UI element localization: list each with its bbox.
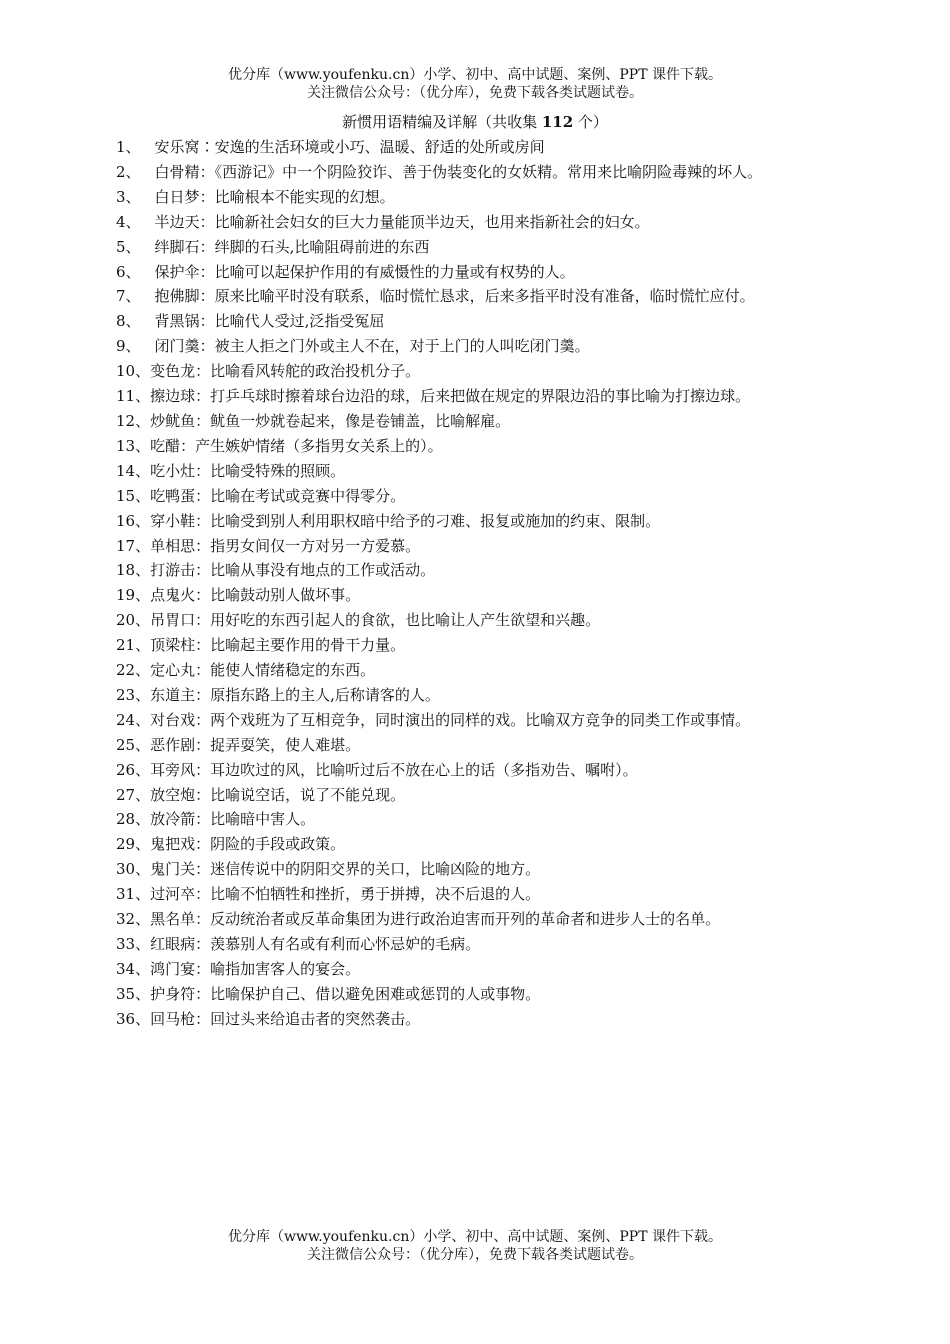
entry-term: 鸿门宴 — [150, 959, 196, 978]
term-entry — [116, 434, 794, 459]
entry-separator: ： — [195, 636, 211, 655]
entry-definition: 回过头来给追击者的突然袭击。 — [210, 1009, 421, 1028]
term-entry — [116, 807, 794, 832]
entry-separator: ： — [195, 685, 211, 704]
entry-separator: ： — [195, 785, 211, 804]
entry-number: 2、 — [116, 162, 141, 181]
entry-number: 30、 — [116, 860, 151, 879]
entry-separator: ： — [199, 187, 215, 206]
term-entry — [116, 334, 794, 359]
entry-term: 炒鱿鱼 — [150, 411, 196, 430]
entry-number: 4、 — [116, 212, 141, 231]
term-entry — [116, 534, 794, 559]
entry-number: 13、 — [116, 436, 151, 455]
entry-definition: 比喻在考试或竞赛中得零分。 — [210, 486, 406, 505]
entry-definition: 比喻可以起保护作用的有威慑性的力量或有权势的人。 — [214, 262, 575, 281]
entry-term: 白骨精 — [154, 162, 200, 181]
title-count: 112 — [541, 113, 574, 131]
entry-term: 绊脚石 — [154, 237, 200, 256]
entry-number: 23、 — [116, 685, 151, 704]
entry-definition: 原指东路上的主人,后称请客的人。 — [210, 685, 440, 704]
page-header — [0, 66, 950, 102]
entry-separator: ： — [180, 436, 196, 455]
entry-number: 12、 — [116, 411, 151, 430]
entry-number: 14、 — [116, 461, 151, 480]
entry-definition: 绊脚的石头,比喻阻碍前进的东西 — [214, 237, 430, 256]
entry-separator: ： — [199, 312, 215, 331]
entry-separator: ： — [195, 910, 211, 929]
entry-term: 背黑锅 — [154, 312, 200, 331]
term-entry — [116, 160, 794, 185]
entry-separator: ： — [195, 735, 211, 754]
term-entry — [116, 857, 794, 882]
entry-definition: 羡慕别人有名或有利而心怀忌妒的毛病。 — [210, 935, 481, 953]
entry-definition: 反动统治者或反革命集团为进行政治迫害而开列的革命者和进步人士的名单。 — [210, 910, 721, 929]
entry-number: 15、 — [116, 486, 151, 505]
entry-number: 10、 — [116, 362, 151, 381]
term-entry — [116, 583, 794, 608]
entry-number: 25、 — [116, 735, 151, 754]
entry-definition: 《西游记》中一个阴险狡诈、善于伪装变化的女妖精。常用来比喻阴险毒辣的坏人。 — [214, 162, 763, 181]
entry-term: 放空炮 — [150, 785, 196, 804]
entry-definition: 迷信传说中的阴阳交界的关口，比喻凶险的地方。 — [210, 860, 541, 879]
term-entry — [116, 509, 794, 534]
entry-term: 擦边球 — [150, 387, 196, 406]
entry-definition: 比喻说空话，说了不能兑现。 — [210, 785, 406, 804]
entry-term: 打游击 — [150, 561, 196, 580]
entry-definition: 比喻从事没有地点的工作或活动。 — [210, 561, 436, 580]
term-entry — [116, 558, 794, 583]
entry-number: 31、 — [116, 885, 151, 904]
entry-definition: 比喻起主要作用的骨干力量。 — [210, 636, 406, 655]
entry-term: 放冷箭 — [150, 810, 196, 829]
entry-number: 11、 — [116, 387, 151, 406]
entry-term: 定心丸 — [150, 661, 196, 680]
entry-number: 17、 — [116, 536, 151, 555]
entry-term: 吊胃口 — [150, 611, 196, 630]
entry-separator: ： — [195, 984, 211, 1003]
term-entry — [116, 783, 794, 808]
term-entry — [116, 758, 794, 783]
entry-definition: 阴险的手段或政策。 — [210, 835, 346, 854]
entry-number: 28、 — [116, 810, 151, 829]
entry-term: 半边天 — [154, 212, 200, 231]
entry-definition: 比喻暗中害人。 — [210, 810, 316, 829]
entry-number: 19、 — [116, 586, 151, 605]
entry-separator: ： — [195, 586, 211, 605]
term-entry — [116, 185, 794, 210]
entry-separator: ： — [195, 461, 211, 480]
entry-separator: ∶ — [199, 138, 215, 156]
entry-separator: ： — [195, 362, 211, 381]
entry-term: 穿小鞋 — [150, 511, 196, 530]
entry-term: 鬼把戏 — [150, 835, 196, 854]
entry-separator: ： — [199, 337, 215, 356]
title-suffix: 个） — [573, 113, 608, 131]
entry-number: 21、 — [116, 636, 151, 655]
entry-definition: 打乒乓球时擦着球台边沿的球，后来把做在规定的界限边沿的事比喻为打擦边球。 — [210, 387, 751, 406]
entry-separator: ： — [195, 760, 211, 779]
entry-term: 变色龙 — [150, 362, 196, 381]
entry-term: 安乐窝 — [154, 138, 200, 156]
entry-term: 吃鸭蛋 — [150, 486, 196, 505]
entry-definition: 比喻保护自己、借以避免困难或惩罚的人或事物。 — [210, 984, 541, 1003]
entry-separator: ： — [195, 511, 211, 530]
entry-number: 24、 — [116, 710, 151, 729]
entry-number: 35、 — [116, 984, 151, 1003]
term-entry — [116, 260, 794, 285]
entry-term: 闭门羹 — [154, 337, 200, 356]
entry-separator: ： — [195, 387, 211, 406]
footer-line-2: 关注微信公众号：（优分库），免费下载各类试题试卷。 — [307, 1247, 643, 1263]
entry-number: 9、 — [116, 337, 141, 356]
term-entry — [116, 135, 794, 160]
entry-term: 吃小灶 — [150, 461, 196, 480]
entry-term: 东道主 — [150, 685, 196, 704]
entry-definition: 比喻根本不能实现的幻想。 — [214, 187, 395, 206]
entry-number: 7、 — [116, 287, 141, 306]
entry-definition: 喻指加害客人的宴会。 — [210, 959, 361, 978]
entry-separator: ： — [195, 1009, 211, 1028]
entry-number: 27、 — [116, 785, 151, 804]
term-entry — [116, 210, 794, 235]
entry-definition: 比喻不怕牺牲和挫折，勇于拼搏，决不后退的人。 — [210, 885, 541, 904]
term-entry — [116, 309, 794, 334]
entry-number: 18、 — [116, 561, 151, 580]
entry-definition: 能使人情绪稳定的东西。 — [210, 661, 376, 680]
entry-number: 32、 — [116, 910, 151, 929]
entry-number: 22、 — [116, 661, 151, 680]
entry-definition: 比喻受到别人利用职权暗中给予的刁难、报复或施加的约束、限制。 — [210, 511, 661, 530]
entry-separator: ： — [199, 262, 215, 281]
entry-definition: 比喻鼓动别人做坏事。 — [210, 586, 361, 605]
entry-separator: ： — [199, 237, 215, 256]
entry-term: 抱佛脚 — [154, 287, 200, 306]
entry-separator: ： — [195, 710, 211, 729]
term-entry — [116, 284, 794, 309]
term-entry — [116, 932, 794, 957]
entry-term: 耳旁风 — [150, 760, 196, 779]
term-entry — [116, 907, 794, 932]
entry-separator: ： — [195, 536, 211, 555]
entry-separator: ： — [195, 959, 211, 978]
term-entry — [116, 484, 794, 509]
term-entry — [116, 459, 794, 484]
entry-term: 白日梦 — [154, 187, 200, 206]
header-line-2: 关注微信公众号：（优分库），免费下载各类试题试卷。 — [307, 85, 643, 101]
entry-definition: 两个戏班为了互相竞争，同时演出的同样的戏。比喻双方竞争的同类工作或事情。 — [210, 710, 751, 729]
entry-term: 单相思 — [150, 536, 196, 555]
term-entry — [116, 608, 794, 633]
entry-term: 对台戏 — [150, 710, 196, 729]
term-entry — [116, 832, 794, 857]
entry-definition: 耳边吹过的风，比喻听过后不放在心上的话（多指劝告、嘱咐）。 — [210, 760, 638, 779]
entry-separator: ： — [195, 860, 211, 879]
entry-number: 5、 — [116, 237, 141, 256]
entry-number: 3、 — [116, 187, 141, 206]
entry-definition: 用好吃的东西引起人的食欲，也比喻让人产生欲望和兴趣。 — [210, 611, 601, 630]
entry-number: 33、 — [116, 935, 151, 953]
term-entry — [116, 733, 794, 758]
entry-definition: 鱿鱼一炒就卷起来，像是卷铺盖，比喻解雇。 — [210, 411, 511, 430]
entry-number: 6、 — [116, 262, 141, 281]
term-entry — [116, 384, 794, 409]
entry-term: 吃醋 — [150, 436, 181, 455]
entry-number: 34、 — [116, 959, 151, 978]
entry-term: 保护伞 — [154, 262, 200, 281]
entry-separator: ： — [195, 885, 211, 904]
entry-separator: ： — [195, 486, 211, 505]
entry-separator: ： — [195, 561, 211, 580]
entry-number: 1、 — [116, 138, 141, 156]
entry-term: 顶梁柱 — [150, 636, 196, 655]
entry-separator: ： — [195, 661, 211, 680]
page-footer — [0, 1228, 950, 1264]
entry-definition: 产生嫉妒情绪（多指男女关系上的）。 — [195, 436, 443, 455]
term-entry — [116, 658, 794, 683]
term-entry — [116, 1007, 794, 1032]
title-prefix: 新惯用语精编及详解（共收集 — [342, 113, 542, 131]
term-entry — [116, 982, 794, 1007]
footer-line-1: 优分库（www.youfenku.cn）小学、初中、高中试题、案例、PPT 课件下载。 — [227, 1229, 722, 1245]
term-entry — [116, 235, 794, 260]
entry-number: 16、 — [116, 511, 151, 530]
entry-number: 20、 — [116, 611, 151, 630]
entry-term: 恶作剧 — [150, 735, 196, 754]
entry-term: 红眼病 — [150, 935, 196, 953]
entry-term: 过河卒 — [150, 885, 196, 904]
term-entry — [116, 708, 794, 733]
entry-definition: 被主人拒之门外或主人不在，对于上门的人叫吃闭门羹。 — [214, 337, 590, 356]
entry-term: 护身符 — [150, 984, 196, 1003]
entry-definition: 比喻代人受过,泛指受冤屈 — [214, 312, 385, 331]
entry-definition: 比喻受特殊的照顾。 — [210, 461, 346, 480]
term-entry — [116, 683, 794, 708]
entry-term: 黑名单 — [150, 910, 196, 929]
entry-separator: ： — [195, 935, 211, 953]
entry-separator: ： — [195, 411, 211, 430]
entry-number: 36、 — [116, 1009, 151, 1028]
entry-term: 鬼门关 — [150, 860, 196, 879]
entry-separator: ： — [195, 810, 211, 829]
document-title — [0, 112, 950, 132]
term-entry — [116, 882, 794, 907]
term-entry — [116, 409, 794, 434]
entry-number: 8、 — [116, 312, 141, 331]
term-entry — [116, 957, 794, 982]
entry-separator: ： — [199, 287, 215, 306]
term-entry — [116, 359, 794, 384]
entry-definition: 比喻看风转舵的政治投机分子。 — [210, 362, 421, 381]
header-line-1: 优分库（www.youfenku.cn）小学、初中、高中试题、案例、PPT 课件下载。 — [227, 67, 722, 83]
entry-number: 26、 — [116, 760, 151, 779]
entry-definition: 指男女间仅一方对另一方爱慕。 — [210, 536, 421, 555]
term-list — [116, 135, 794, 1032]
term-entry — [116, 633, 794, 658]
entry-term: 点鬼火 — [150, 586, 196, 605]
entry-separator: ： — [199, 162, 215, 181]
entry-definition: 比喻新社会妇女的巨大力量能顶半边天，也用来指新社会的妇女。 — [214, 212, 650, 231]
entry-definition: 捉弄耍笑，使人难堪。 — [210, 735, 361, 754]
entry-separator: ： — [195, 611, 211, 630]
entry-separator: ： — [195, 835, 211, 854]
entry-definition: 原来比喻平时没有联系，临时慌忙恳求，后来多指平时没有准备，临时慌忙应付。 — [214, 287, 755, 306]
entry-term: 回马枪 — [150, 1009, 196, 1028]
entry-definition: 安逸的生活环境或小巧、温暖、舒适的处所或房间 — [214, 138, 545, 156]
entry-number: 29、 — [116, 835, 151, 854]
entry-separator: ： — [199, 212, 215, 231]
